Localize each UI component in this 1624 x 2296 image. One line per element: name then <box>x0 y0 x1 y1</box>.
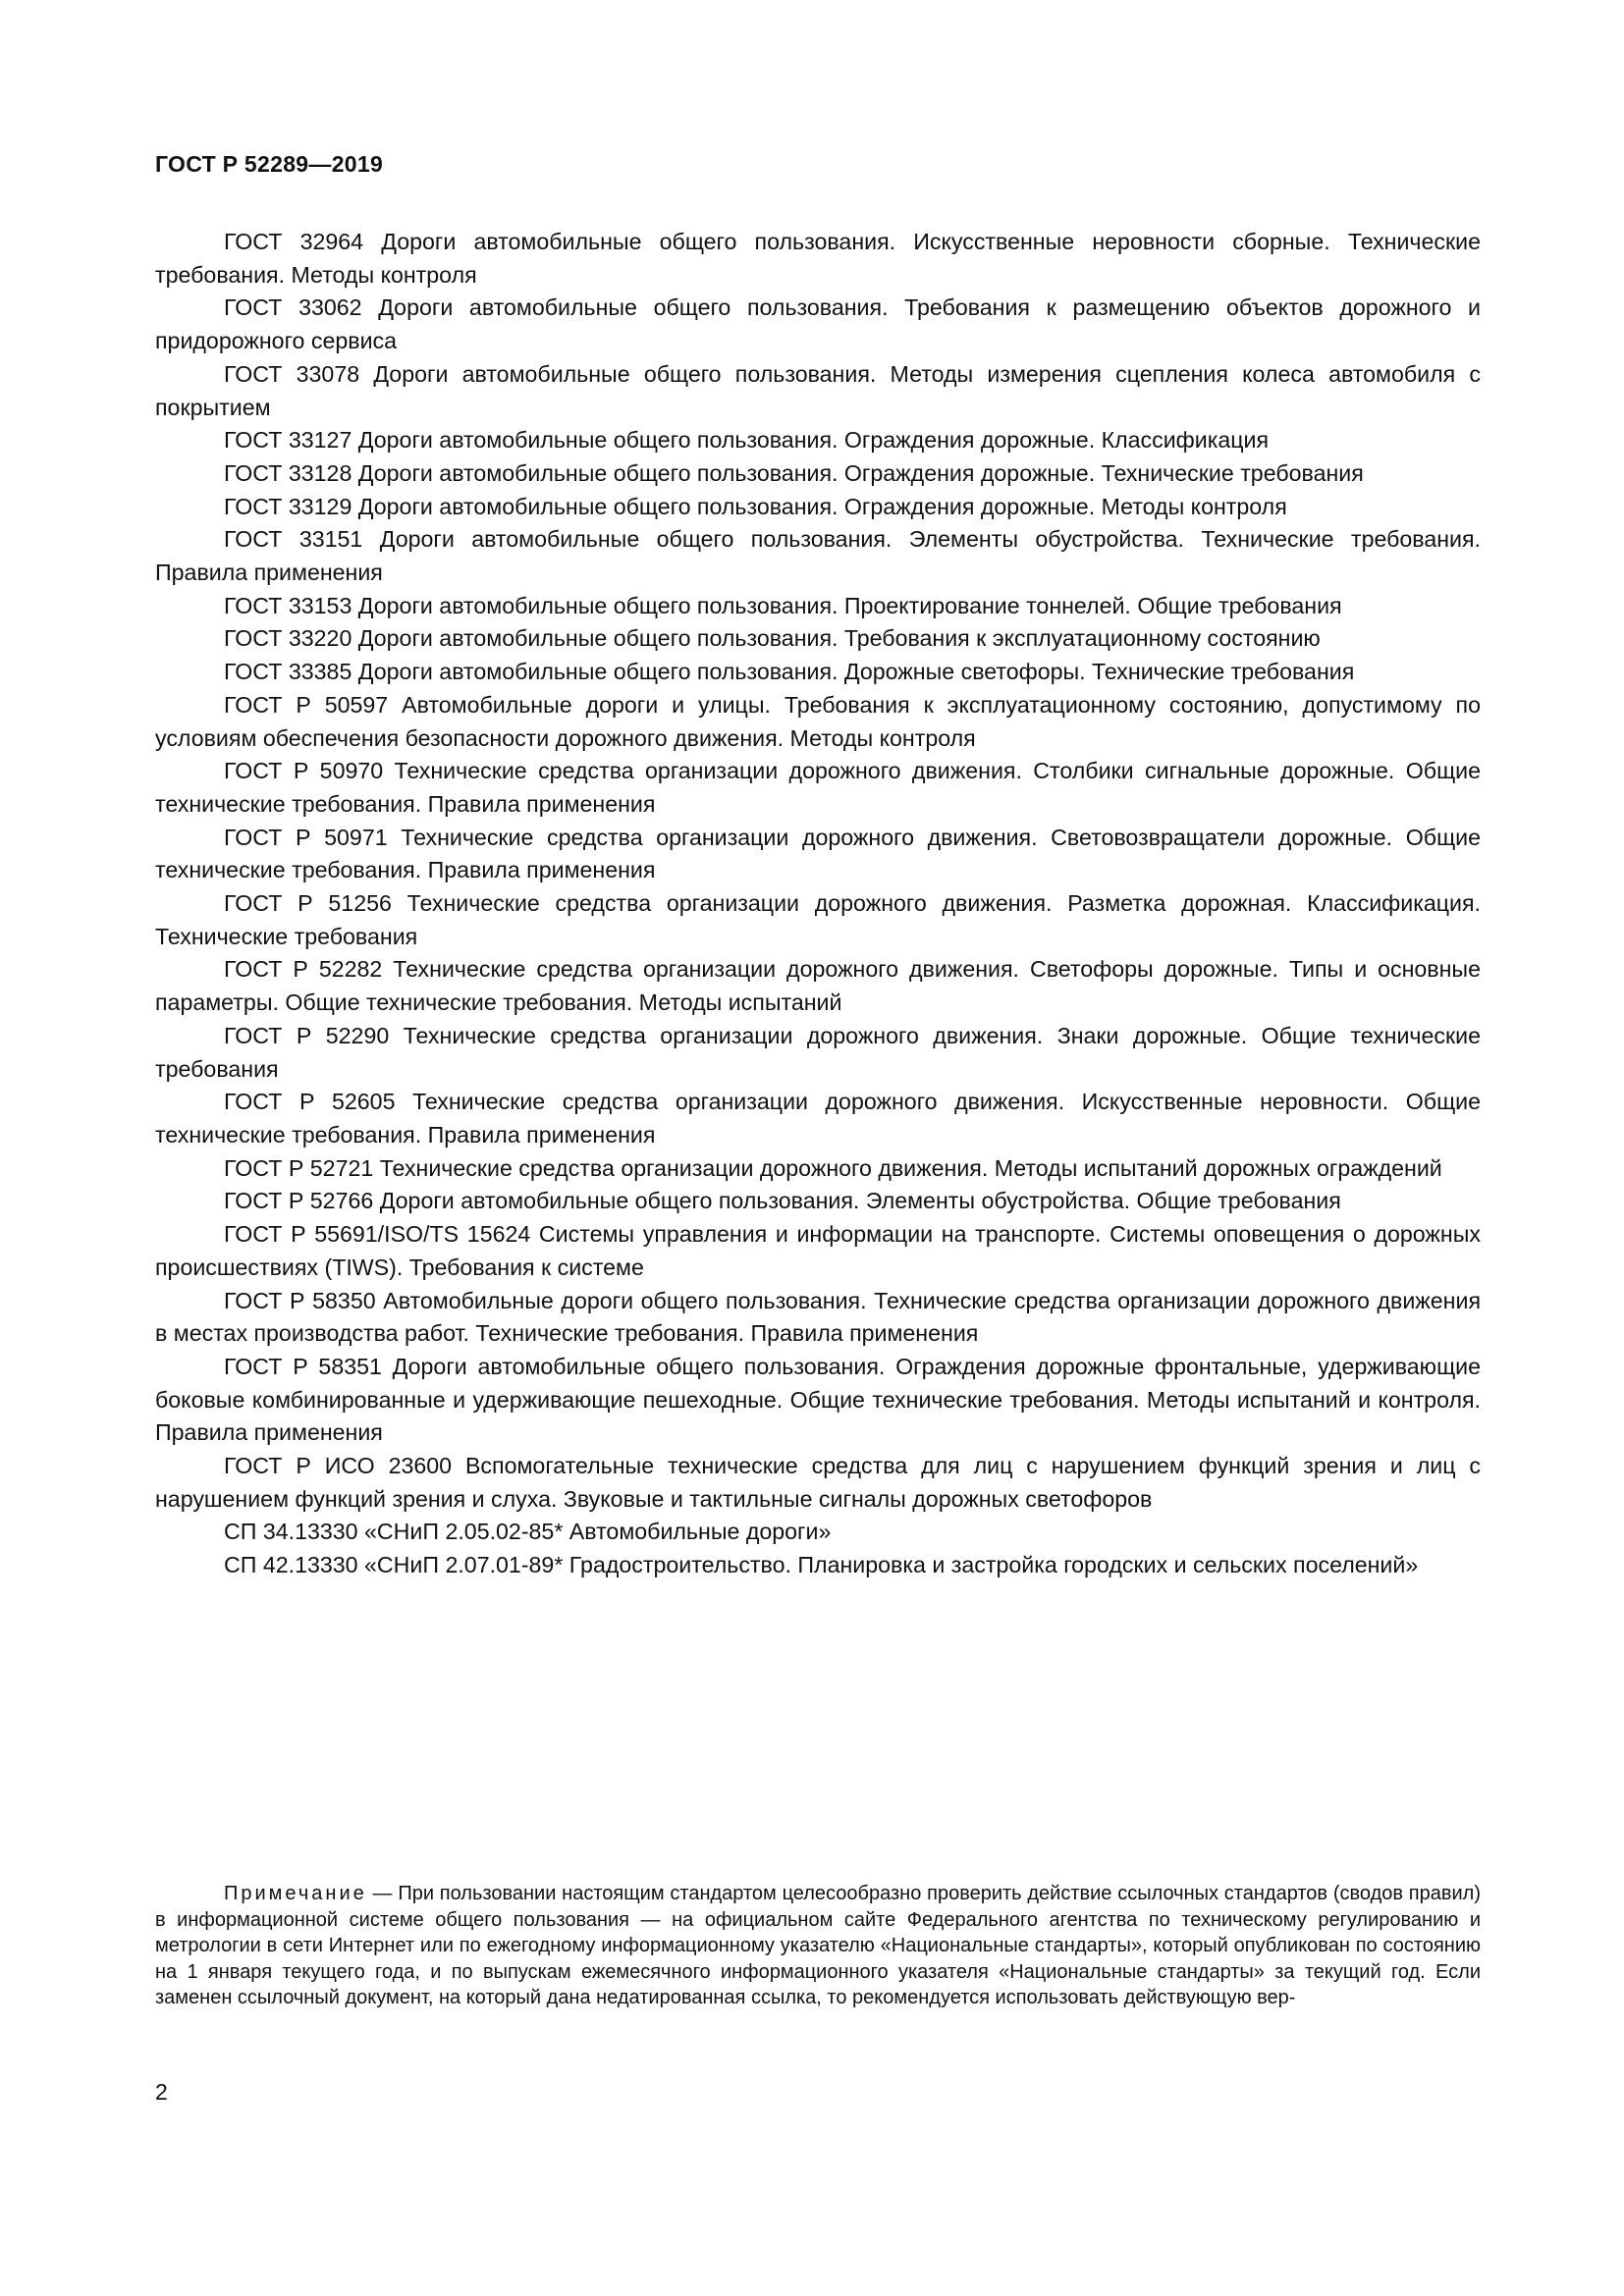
reference-item: ГОСТ Р 52766 Дороги автомобильные общего пользования. Элементы обустройства. Общие требования <box>224 1188 1341 1214</box>
note-text: — При пользовании настоящим стандартом целесообразно проверить действие ссылочных стандартов (сводов правил) в информационной системе общего пользования — на официальном сайте Федерального агентства по техническому регулированию и метрологии в сети Интернет или по ежегодному информационному указателю «Национальные стандарты», который опубликован по состоянию на 1 января текущего года, и по выпускам ежемесячного информационного указателя «Национальные стандарты» за текущий год. Если заменен ссылочный документ, на который дана недатированная ссылка, то рекомендуется использовать действующую вер- <box>155 1883 1481 2009</box>
reference-item: ГОСТ 33129 Дороги автомобильные общего пользования. Ограждения дорожные. Методы контроля <box>224 493 1287 519</box>
reference-item: ГОСТ 33151 Дороги автомобильные общего пользования. Элементы обустройства. Технические требования. Правила применения <box>155 526 1481 586</box>
reference-item: ГОСТ Р 58351 Дороги автомобильные общего пользования. Ограждения дорожные фронтальные, удерживающие боковые комбинированные и удерживающие пешеходные. Общие технические требования. Методы испытаний и контроля. Правила применения <box>155 1353 1481 1446</box>
reference-item: ГОСТ Р 58350 Автомобильные дороги общего пользования. Технические средства организации дорожного движения в местах производства работ. Технические требования. Правила применения <box>155 1287 1481 1347</box>
reference-item: ГОСТ Р 55691/ISO/TS 15624 Системы управления и информации на транспорте. Системы оповещения о дорожных происшествиях (TIWS). Требования к системе <box>155 1221 1481 1280</box>
reference-item: ГОСТ 33127 Дороги автомобильные общего пользования. Ограждения дорожные. Классификация <box>224 427 1270 454</box>
reference-item: ГОСТ 33153 Дороги автомобильные общего пользования. Проектирование тоннелей. Общие требования <box>224 592 1342 618</box>
reference-item: ГОСТ 33062 Дороги автомобильные общего пользования. Требования к размещению объектов дорожного и придорожного сервиса <box>155 294 1481 354</box>
page-number: 2 <box>155 2079 168 2105</box>
reference-item: ГОСТ 33220 Дороги автомобильные общего пользования. Требования к эксплуатационному состоянию <box>224 625 1321 652</box>
reference-item: ГОСТ Р 52721 Технические средства организации дорожного движения. Методы испытаний дорожных ограждений <box>224 1154 1442 1181</box>
reference-item: ГОСТ Р 50971 Технические средства организации дорожного движения. Световозвращатели дорожные. Общие технические требования. Правила применения <box>155 824 1481 883</box>
reference-item: ГОСТ 33128 Дороги автомобильные общего пользования. Ограждения дорожные. Технические требования <box>224 459 1364 486</box>
reference-item: СП 34.13330 «СНиП 2.05.02-85* Автомобильные дороги» <box>224 1519 832 1545</box>
reference-item: ГОСТ Р 52605 Технические средства организации дорожного движения. Искусственные неровности. Общие технические требования. Правила применения <box>155 1089 1481 1148</box>
reference-item: ГОСТ 32964 Дороги автомобильные общего пользования. Искусственные неровности сборные. Технические требования. Методы контроля <box>155 229 1481 288</box>
document-header: ГОСТ Р 52289—2019 <box>155 151 384 177</box>
reference-item: ГОСТ Р 50970 Технические средства организации дорожного движения. Столбики сигнальные дорожные. Общие технические требования. Правила применения <box>155 758 1481 817</box>
reference-item: СП 42.13330 «СНиП 2.07.01-89* Градостроительство. Планировка и застройка городских и сельских поселений» <box>224 1552 1419 1578</box>
reference-item: ГОСТ Р ИСО 23600 Вспомогательные технические средства для лиц с нарушением функций зрения и лиц с нарушением функций зрения и слуха. Звуковые и тактильные сигналы дорожных светофоров <box>155 1453 1481 1512</box>
reference-item: ГОСТ Р 52282 Технические средства организации дорожного движения. Светофоры дорожные. Типы и основные параметры. Общие технические требования. Методы испытаний <box>155 956 1481 1016</box>
reference-item: ГОСТ Р 50597 Автомобильные дороги и улицы. Требования к эксплуатационному состоянию, допустимому по условиям обеспечения безопасности дорожного движения. Методы контроля <box>155 691 1481 751</box>
reference-item: ГОСТ 33078 Дороги автомобильные общего пользования. Методы измерения сцепления колеса автомобиля с покрытием <box>155 360 1481 420</box>
reference-item: ГОСТ Р 51256 Технические средства организации дорожного движения. Разметка дорожная. Классификация. Технические требования <box>155 890 1481 949</box>
note-paragraph <box>155 1881 1481 2011</box>
reference-item: ГОСТ Р 52290 Технические средства организации дорожного движения. Знаки дорожные. Общие технические требования <box>155 1022 1481 1082</box>
reference-item: ГОСТ 33385 Дороги автомобильные общего пользования. Дорожные светофоры. Технические требования <box>224 659 1355 685</box>
normative-references-list <box>155 226 1481 1582</box>
note-label: Примечание <box>224 1883 367 1904</box>
